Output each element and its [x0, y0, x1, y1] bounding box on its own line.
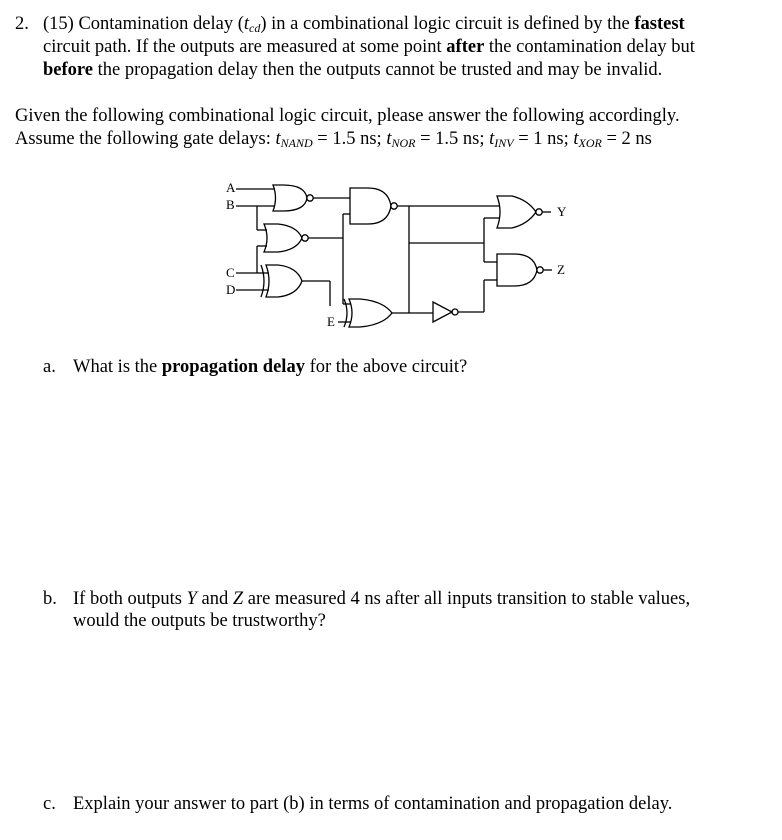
part-a-question: What is the propagation delay for the above circuit?	[73, 357, 468, 377]
xor-gate-cd	[261, 265, 302, 297]
after-emphasis: after	[446, 37, 485, 57]
nand-gate-center	[350, 188, 397, 224]
input-label-b: B	[226, 197, 235, 212]
given-line: Given the following combinational logic circuit, please answer the following accordingly.	[15, 106, 680, 126]
output-label-y: Y	[557, 204, 567, 219]
before-emphasis: before	[43, 60, 93, 80]
part-b-label: b.	[43, 589, 57, 609]
nand-gate-ab	[273, 185, 313, 211]
logic-circuit-diagram	[0, 0, 782, 340]
part-a-label: a.	[43, 357, 56, 377]
question-number: 2.	[15, 14, 29, 34]
input-label-e: E	[327, 314, 335, 329]
question-line-2: circuit path. If the outputs are measured at some point after the contamination delay but	[43, 37, 695, 57]
inverter-gate	[433, 302, 458, 322]
input-label-a: A	[226, 180, 236, 195]
question-line-1: (15) Contamination delay (tcd) in a combinational logic circuit is defined by the fastest	[43, 14, 685, 35]
xor-gate-e	[344, 299, 392, 327]
propagation-delay-emphasis: propagation delay	[161, 357, 305, 377]
input-label-c: C	[226, 265, 235, 280]
points-label: (15)	[43, 14, 74, 34]
gate-delays-line: Assume the following gate delays: tNAND = 1.5 ns; tNOR = 1.5 ns; tINV = 1 ns; tXOR = 2 ns	[15, 129, 652, 150]
input-label-d: D	[226, 282, 236, 297]
part-c-question: Explain your answer to part (b) in terms of contamination and propagation delay.	[73, 794, 673, 814]
fastest-emphasis: fastest	[634, 14, 685, 34]
part-c-label: c.	[43, 794, 56, 814]
nand-gate-z	[497, 254, 543, 286]
nor-gate-bc	[264, 224, 308, 252]
output-label-z: Z	[557, 262, 565, 277]
part-b-line-2: would the outputs be trustworthy?	[73, 611, 326, 631]
part-b-line-1: If both outputs Y and Z are measured 4 ns after all inputs transition to stable values,	[73, 589, 691, 609]
question-line-3: before the propagation delay then the outputs cannot be trusted and may be invalid.	[43, 60, 663, 80]
nor-gate-y	[497, 196, 542, 228]
